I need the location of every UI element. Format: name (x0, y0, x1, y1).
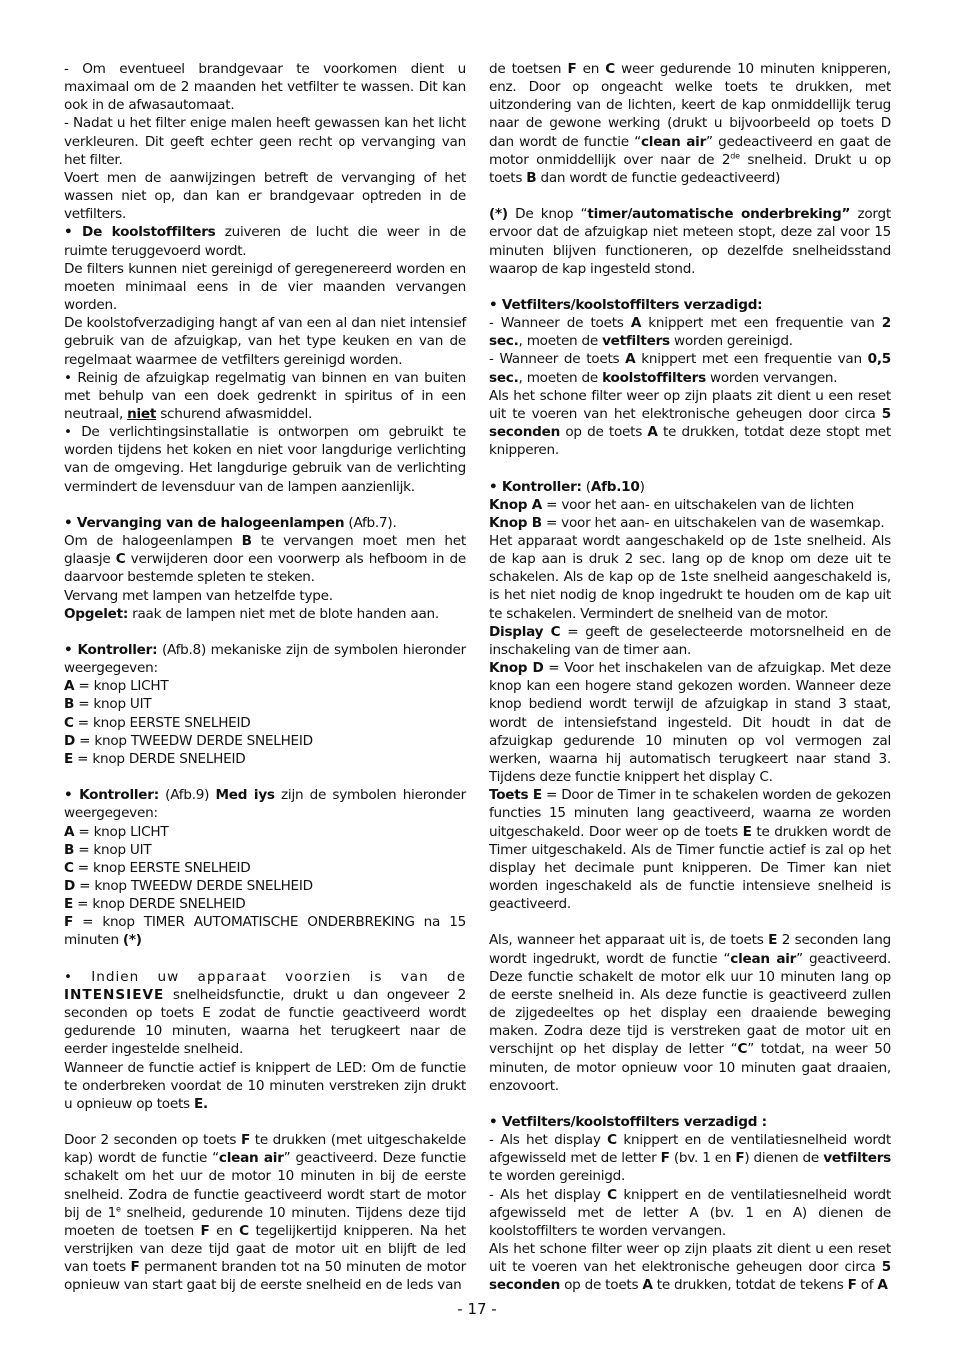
paragraph: - Om eventueel brandgevaar te voorkomen dient u maximaal om de 2 maanden het vetfilter te wassen. Dit kan ook in de afwasautomaat. (64, 61, 466, 114)
paragraph: Als, wanneer het apparaat uit is, de toets E 2 seconden lang wordt ingedrukt, wordt de functie “clean air” geactiveerd. Deze functie schakelt de motor elk uur 10 minuten lang op de eerste snelheid in. Als deze functie is geactiveerd zullen de zijgedeeltes op het display een draaiende beweging maken. Zodra deze tijd is verstreken gaat de motor uit en verschijnt op het display de letter “C” totdat, na weer 50 minuten, de motor opnieuw voor 10 minuten gaat draaien, enzovoort. (489, 932, 891, 1094)
bold-text: • Kontroller: (64, 641, 158, 658)
text: (Afb.8) mekaniske zijn de symbolen hieronder weergegeven: (64, 641, 467, 677)
bold-text: B (241, 533, 252, 550)
left-column (64, 60, 466, 1295)
paragraph (64, 369, 466, 423)
paragraph: Het apparaat wordt aangeschakeld op de 1ste snelheid. Als de kap aan is druk 2 sec. lang op de knop om deze uit te schakelen. Als de kap op de 1ste snelheid aangeschakeld is, is het niet nodig de knop ingedrukt te houden om de kap uit te schakelen. Vermindert de snelheid van de motor. (489, 533, 891, 622)
text: schurend afwasmiddel. (156, 405, 313, 422)
bold-text: Opgelet: (64, 605, 129, 622)
bold-text: • Vervanging van de halogeenlampen (64, 514, 345, 531)
list-item: D = knop TWEEDW DERDE SNELHEID (64, 877, 313, 894)
list-item: A = knop LICHT (64, 823, 169, 840)
page-number: - 17 - (457, 1300, 497, 1318)
paragraph: - Als het display C knippert en de ventilatiesnelheid wordt afgewisseld met de letter A (bv. 1 en A) dienen de koolstoffilters te worden vervangen. (489, 1186, 891, 1239)
paragraph: Knop B = voor het aan- en uitschakelen van de wasemkap. (489, 514, 885, 531)
text: raak de lampen niet met de blote handen aan. (128, 605, 439, 622)
paragraph: Door 2 seconden op toets F te drukken (met uitgeschakelde kap) wordt de functie “clean air” geactiveerd. Deze functie schakelt om het uur de motor 10 minuten in bij de eerste snelheid. Zodra de functie geactiveerd wordt start de motor bij de 1e snelheid, gedurende 10 minuten. Tijdens deze tijd moeten de toetsen F en C tegelijkertijd knipperen. Na het verstrijken van deze tijd gaat de motor uit en blijft de led van toets F permanent branden tot na 50 minuten de motor opnieuw van start gaat bij de eerste snelheid en de leds van (64, 1132, 467, 1294)
paragraph: (*) De knop “timer/automatische onderbreking” zorgt ervoor dat de afzuigkap niet meteen stopt, deze zal voor 15 minuten blijven functioneren, op dezelfde snelheidsstand waarop de kap ingesteld stond. (489, 206, 891, 277)
list-item: E = knop DERDE SNELHEID (64, 750, 246, 767)
paragraph: - Als het display C knippert en de ventilatiesnelheid wordt afgewisseld met de letter F (bv. 1 en F) dienen de vetfilters te worden gereinigd. (489, 1132, 892, 1185)
paragraph: Als het schone filter weer op zijn plaats zit dient u een reset uit te voeren van het elektronische geheugen door circa 5 seconden op de toets A te drukken, totdat deze stopt met knipperen. (489, 387, 891, 459)
list-item: C = knop EERSTE SNELHEID (64, 714, 251, 731)
paragraph: de toetsen F en C weer gedurende 10 minuten knipperen, enz. Door op ongeacht welke toets te drukken, met uitzondering van de lichten, keert de kap onmiddellijk terug naar de gewone werking (drukt u bijvoorbeeld op toets D dan wordt de functie “clean air” gedeactiveerd en gaat de motor onmiddellijk over naar de 2de snelheid. Drukt u op toets B dan wordt de functie gedeactiveerd) (489, 61, 891, 186)
list-item: B = knop UIT (64, 841, 152, 858)
paragraph: Knop A = voor het aan- en uitschakelen van de lichten (489, 496, 854, 513)
right-column (489, 60, 891, 1295)
bold-text: C (115, 551, 126, 568)
list-item: E = knop DERDE SNELHEID (64, 896, 246, 913)
list-item: A = knop LICHT (64, 678, 169, 695)
paragraph: Wanneer de functie actief is knippert de LED: Om de functie te onderbreken voordat de 10 minuten verstreken zijn drukt u opnieuw op toets E. (64, 1059, 466, 1112)
paragraph (64, 605, 466, 623)
paragraph: Knop D = Voor het inschakelen van de afzuigkap. Met deze knop kan een hogere stand gekozen worden. Wanneer deze knop bediend wordt terwijl de afzuigkap in stand 3 staat, wordt de intensiefstand ingesteld. Dit houdt in dat de afzuigkap gedurende 10 minuten op vol vermogen zal werken, waarna hij automatisch terugkeert naar stand 3. Tijdens deze functie knippert het display C. (489, 660, 891, 786)
list-item: F = knop TIMER AUTOMATISCHE ONDERBREKING na 15 minuten (*) (64, 914, 466, 949)
section-heading (64, 514, 466, 532)
section-heading: • Kontroller: (Afb.9) Med iys zijn de symbolen hieronder weergegeven: (64, 787, 466, 822)
underlined-text: niet (127, 405, 157, 422)
paragraph: Als het schone filter weer op zijn plaats zit dient u een reset uit te voeren van het elektronische geheugen door circa 5 seconden op de toets A te drukken, totdat de tekens F of A (489, 1241, 891, 1294)
text: Om de halogeenlampen (64, 533, 242, 550)
section-heading: • Vetfilters/koolstoffilters verzadigd : (489, 1113, 767, 1130)
text: • Reinig de afzuigkap regelmatig van binnen en van buiten met behulp van een doek gedrenkt in spiritus of in een neutraal, (64, 369, 466, 422)
paragraph: De koolstofverzadiging hangt af van een al dan niet intensief gebruik van de afzuigkap, van het type keuken en van de regelmaat waarmee de vetfilters gereinigd worden. (64, 315, 466, 368)
section-heading: • Kontroller: (Afb.10) (489, 478, 645, 495)
section-heading: • Vetfilters/koolstoffilters verzadigd: (489, 297, 763, 313)
paragraph: Voert men de aanwijzingen betreft de vervanging of het wassen niet op, dan kan er brandgevaar optreden in de vetfilters. (64, 169, 466, 223)
paragraph: • Indien uw apparaat voorzien is van de INTENSIEVE snelheidsfunctie, drukt u dan ongeveer 2 seconden op toets E zodat de functie geactiveerd wordt gedurende 10 minuten, waarna het terugkeert naar de eerder ingestelde snelheid. (64, 968, 466, 1058)
list-item: B = knop UIT (64, 696, 152, 713)
paragraph (64, 223, 466, 259)
bold-text: • De koolstoffilters (64, 224, 216, 241)
text: te vervangen moet men het glaasje (64, 533, 466, 568)
section-heading (64, 641, 466, 677)
list-item: D = knop TWEEDW DERDE SNELHEID (64, 732, 313, 749)
paragraph: • De verlichtingsinstallatie is ontworpen om gebruikt te worden tijdens het koken en niet voor langdurige verlichting van de omgeving. Het langdurige gebruik van de verlichting vermindert de levensduur van de lampen aanzienlijk. (64, 424, 466, 495)
paragraph: De filters kunnen niet gereinigd of geregenereerd worden en moeten minimaal eens in de vier maanden vervangen worden. (64, 260, 466, 314)
paragraph: - Wanneer de toets A knippert met een frequentie van 0,5 sec., moeten de koolstoffilters worden vervangen. (489, 351, 891, 386)
paragraph: Display C = geeft de geselecteerde motorsnelheid en de inschakeling van de timer aan. (489, 623, 891, 658)
list-item: C = knop EERSTE SNELHEID (64, 859, 251, 876)
paragraph (64, 532, 466, 586)
paragraph: Toets E = Door de Timer in te schakelen worden de gekozen functies 15 minuten lang geactiveerd, waarna ze worden uitgeschakeld. Door weer op de toets E te drukken wordt de Timer uitgeschakeld. Als de Timer functie actief is zal op het display het decimale punt knipperen. De Timer kan niet worden ingeschakeld als de functie intensieve snelheid is geactiveerd. (489, 787, 891, 913)
text: zuiveren de lucht die weer in de ruimte teruggevoerd wordt. (64, 224, 466, 259)
paragraph: - Nadat u het filter enige malen heeft gewassen kan het licht verkleuren. Dit geeft echter geen recht op vervanging van het filter. (64, 115, 466, 168)
text: verwijderen door een voorwerp als hefboom in de daarvoor bestemde spleten te steken. (64, 551, 466, 586)
paragraph: - Wanneer de toets A knippert met een frequentie van 2 sec., moeten de vetfilters worden gereinigd. (489, 315, 891, 350)
text: (Afb.7). (344, 514, 397, 531)
paragraph: Vervang met lampen van hetzelfde type. (64, 587, 333, 604)
